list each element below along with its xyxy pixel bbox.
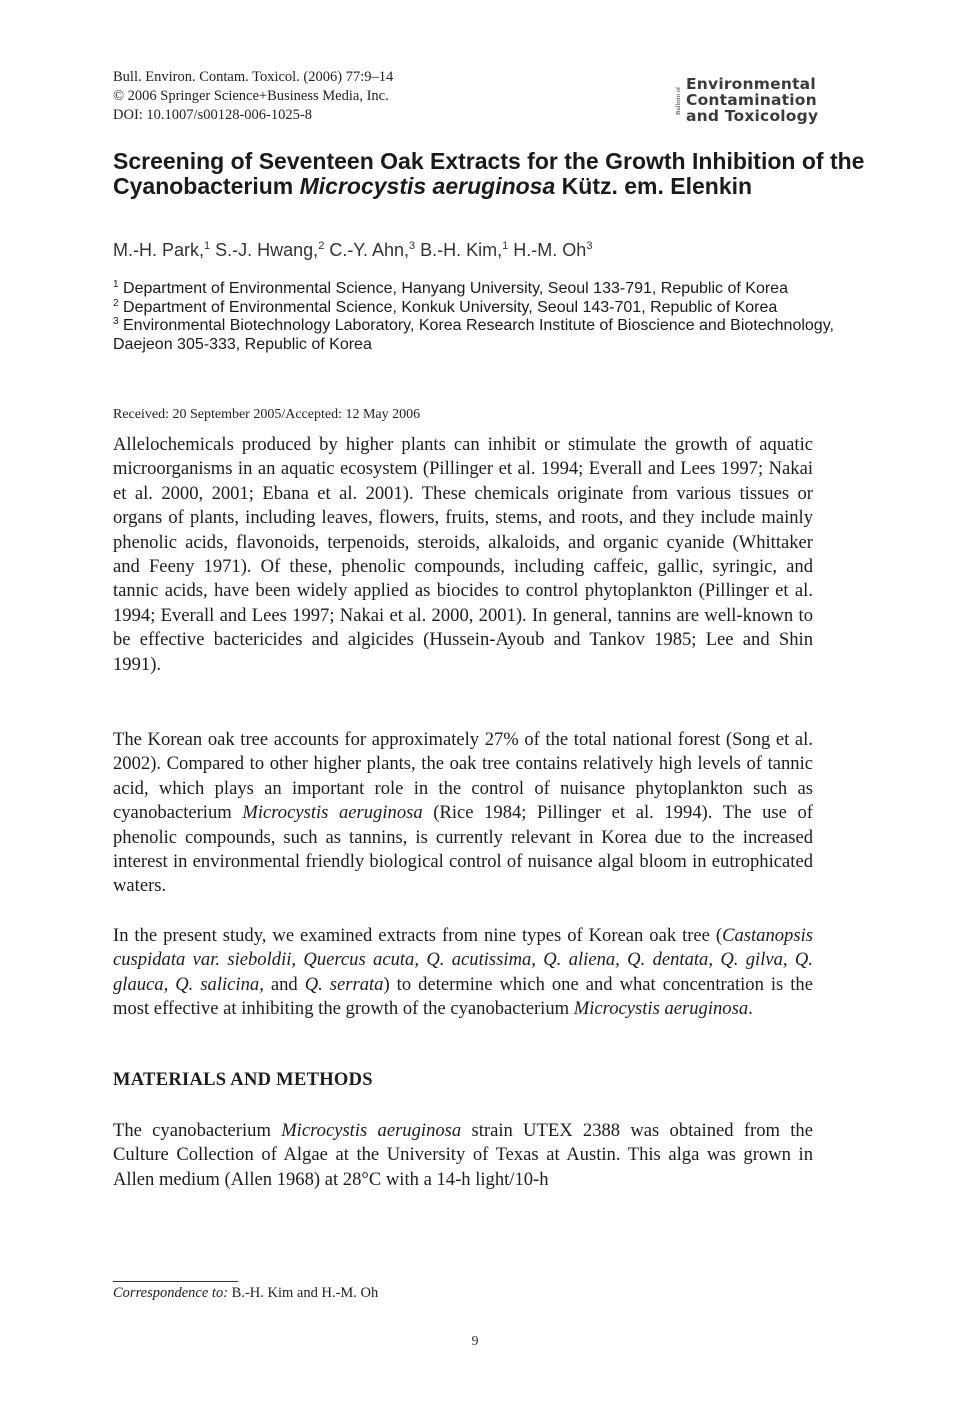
species-name: Microcystis aeruginosa xyxy=(281,1120,462,1141)
species-name: Microcystis aeruginosa xyxy=(242,802,423,824)
paragraph-text: . xyxy=(748,998,753,1020)
author-affiliation-mark: 1 xyxy=(502,240,509,252)
journal-logo-line-3: and Toxicology xyxy=(686,107,819,125)
body-paragraph-3 xyxy=(113,924,813,1022)
body-paragraph-2 xyxy=(113,728,813,899)
species-name: Q. serrata xyxy=(304,973,384,995)
title-species: Microcystis aeruginosa xyxy=(299,173,556,199)
affiliation-mark: 2 xyxy=(113,297,119,309)
paragraph-text: ) to determine which one and what concentration is the most effective at inhibiting the growth of the cyanobacterium xyxy=(113,973,813,1020)
footnote-text: B.-H. Kim and H.-M. Oh xyxy=(228,1285,379,1301)
paragraph-text: In the present study, we examined extracts from nine types of Korean oak tree ( xyxy=(113,925,723,946)
paragraph-text: and xyxy=(263,973,305,995)
species-list: Castanopsis cuspidata var. sieboldii, Quercus acuta, Q. acutissima, Q. aliena, Q. dentata, Q. gilva, Q. glauca, Q. salicina, xyxy=(113,925,813,995)
affiliation-text: Department of Environmental Science, Konkuk University, Seoul 143-701, Republic of Korea xyxy=(118,298,778,316)
citation-line: Bull. Environ. Contam. Toxicol. (2006) 77:9–14 xyxy=(113,69,394,85)
journal-logo xyxy=(674,76,844,126)
paragraph-text: (Rice 1984; Pillinger et al. 1994). The use of phenolic compounds, such as tannins, is currently relevant in Korea due to the increased interest in environmental friendly biological control of nuisance algal bloom in eutrophicated waters. xyxy=(113,802,813,897)
author-affiliation-mark: 3 xyxy=(586,240,593,252)
author-list xyxy=(113,238,592,262)
page-number: 9 xyxy=(471,1334,479,1349)
affiliation-list xyxy=(113,280,843,354)
affiliation-text: Department of Environmental Science, Hanyang University, Seoul 133-791, Republic of Korea xyxy=(118,280,788,297)
received-dates: Received: 20 September 2005/Accepted: 12 May 2006 xyxy=(113,407,421,422)
doi-line: DOI: 10.1007/s00128-006-1025-8 xyxy=(113,107,312,123)
affiliation-mark: 3 xyxy=(113,316,119,327)
body-paragraph-4 xyxy=(113,1119,813,1192)
affiliation-text: Environmental Biotechnology Laboratory, Korea Research Institute of Bioscience and Biotechnology, Daejeon 305-333, Republic of Korea xyxy=(113,317,834,353)
title-text: Screening of Seventeen Oak Extracts for the Growth Inhibition of the Cyanobacterium xyxy=(113,148,865,199)
correspondence-footnote xyxy=(113,1284,378,1302)
journal-logo-line-1: Environmental xyxy=(686,75,816,93)
affiliation xyxy=(113,280,843,299)
author: M.-H. Park, xyxy=(113,240,205,260)
affiliation xyxy=(113,299,843,318)
header-metadata xyxy=(113,68,393,125)
author: C.-Y. Ahn, xyxy=(324,240,410,260)
paragraph-text: The Korean oak tree accounts for approximately 27% of the total national forest (Song et al. 2002). Compared to other higher plants, the oak tree contains relatively high levels of tannic acid, which plays an important role in the control of nuisance phytoplankton such as cyanobacterium xyxy=(113,729,813,824)
author: B.-H. Kim, xyxy=(415,240,503,260)
author: S.-J. Hwang, xyxy=(210,240,319,260)
affiliation-mark: 1 xyxy=(113,279,119,290)
footnote-divider xyxy=(113,1281,238,1282)
affiliation xyxy=(113,317,843,354)
footnote-label: Correspondence to: xyxy=(113,1285,229,1301)
author-affiliation-mark: 1 xyxy=(204,240,211,252)
journal-logo-line-2: Contamination xyxy=(686,91,817,109)
author-affiliation-mark: 2 xyxy=(318,240,325,252)
article-title xyxy=(113,149,873,199)
paragraph-text: strain UTEX 2388 was obtained from the Culture Collection of Algae at the University of Texas at Austin. This alga was grown in Allen medium (Allen 1968) at 28°C with a 14-h light/10-h xyxy=(113,1120,813,1190)
species-name: Microcystis aeruginosa xyxy=(573,998,749,1020)
author: H.-M. Oh xyxy=(508,240,587,260)
section-heading: MATERIALS AND METHODS xyxy=(113,1070,373,1090)
body-paragraph-1: Allelochemicals produced by higher plants can inhibit or stimulate the growth of aquatic microorganisms in an aquatic ecosystem (Pillinger et al. 1994; Everall and Lees 1997; Nakai et al. 2000, 2001; Ebana et al. 2001). These chemicals originate from various tissues or organs of plants, including leaves, flowers, fruits, stems, and roots, and they include mainly phenolic acids, flavonoids, terpenoids, steroids, alkaloids, and organic cyanide (Whittaker and Feeny 1971). Of these, phenolic compounds, including caffeic, gallic, syringic, and tannic acids, have been widely applied as biocides to control phytoplankton (Pillinger et al. 1994; Everall and Lees 1997; Nakai et al. 2000, 2001). In general, tannins are well-known to be effective bactericides and algicides (Hussein-Ayoub and Tankov 1985; Lee and Shin 1991). xyxy=(113,434,813,675)
journal-logo-spine: Bulletin of xyxy=(675,87,682,115)
title-text-end: Kütz. em. Elenkin xyxy=(555,173,753,199)
copyright-line: © 2006 Springer Science+Business Media, Inc. xyxy=(113,88,389,104)
paragraph-text: The cyanobacterium xyxy=(113,1120,282,1141)
author-affiliation-mark: 3 xyxy=(409,240,416,252)
